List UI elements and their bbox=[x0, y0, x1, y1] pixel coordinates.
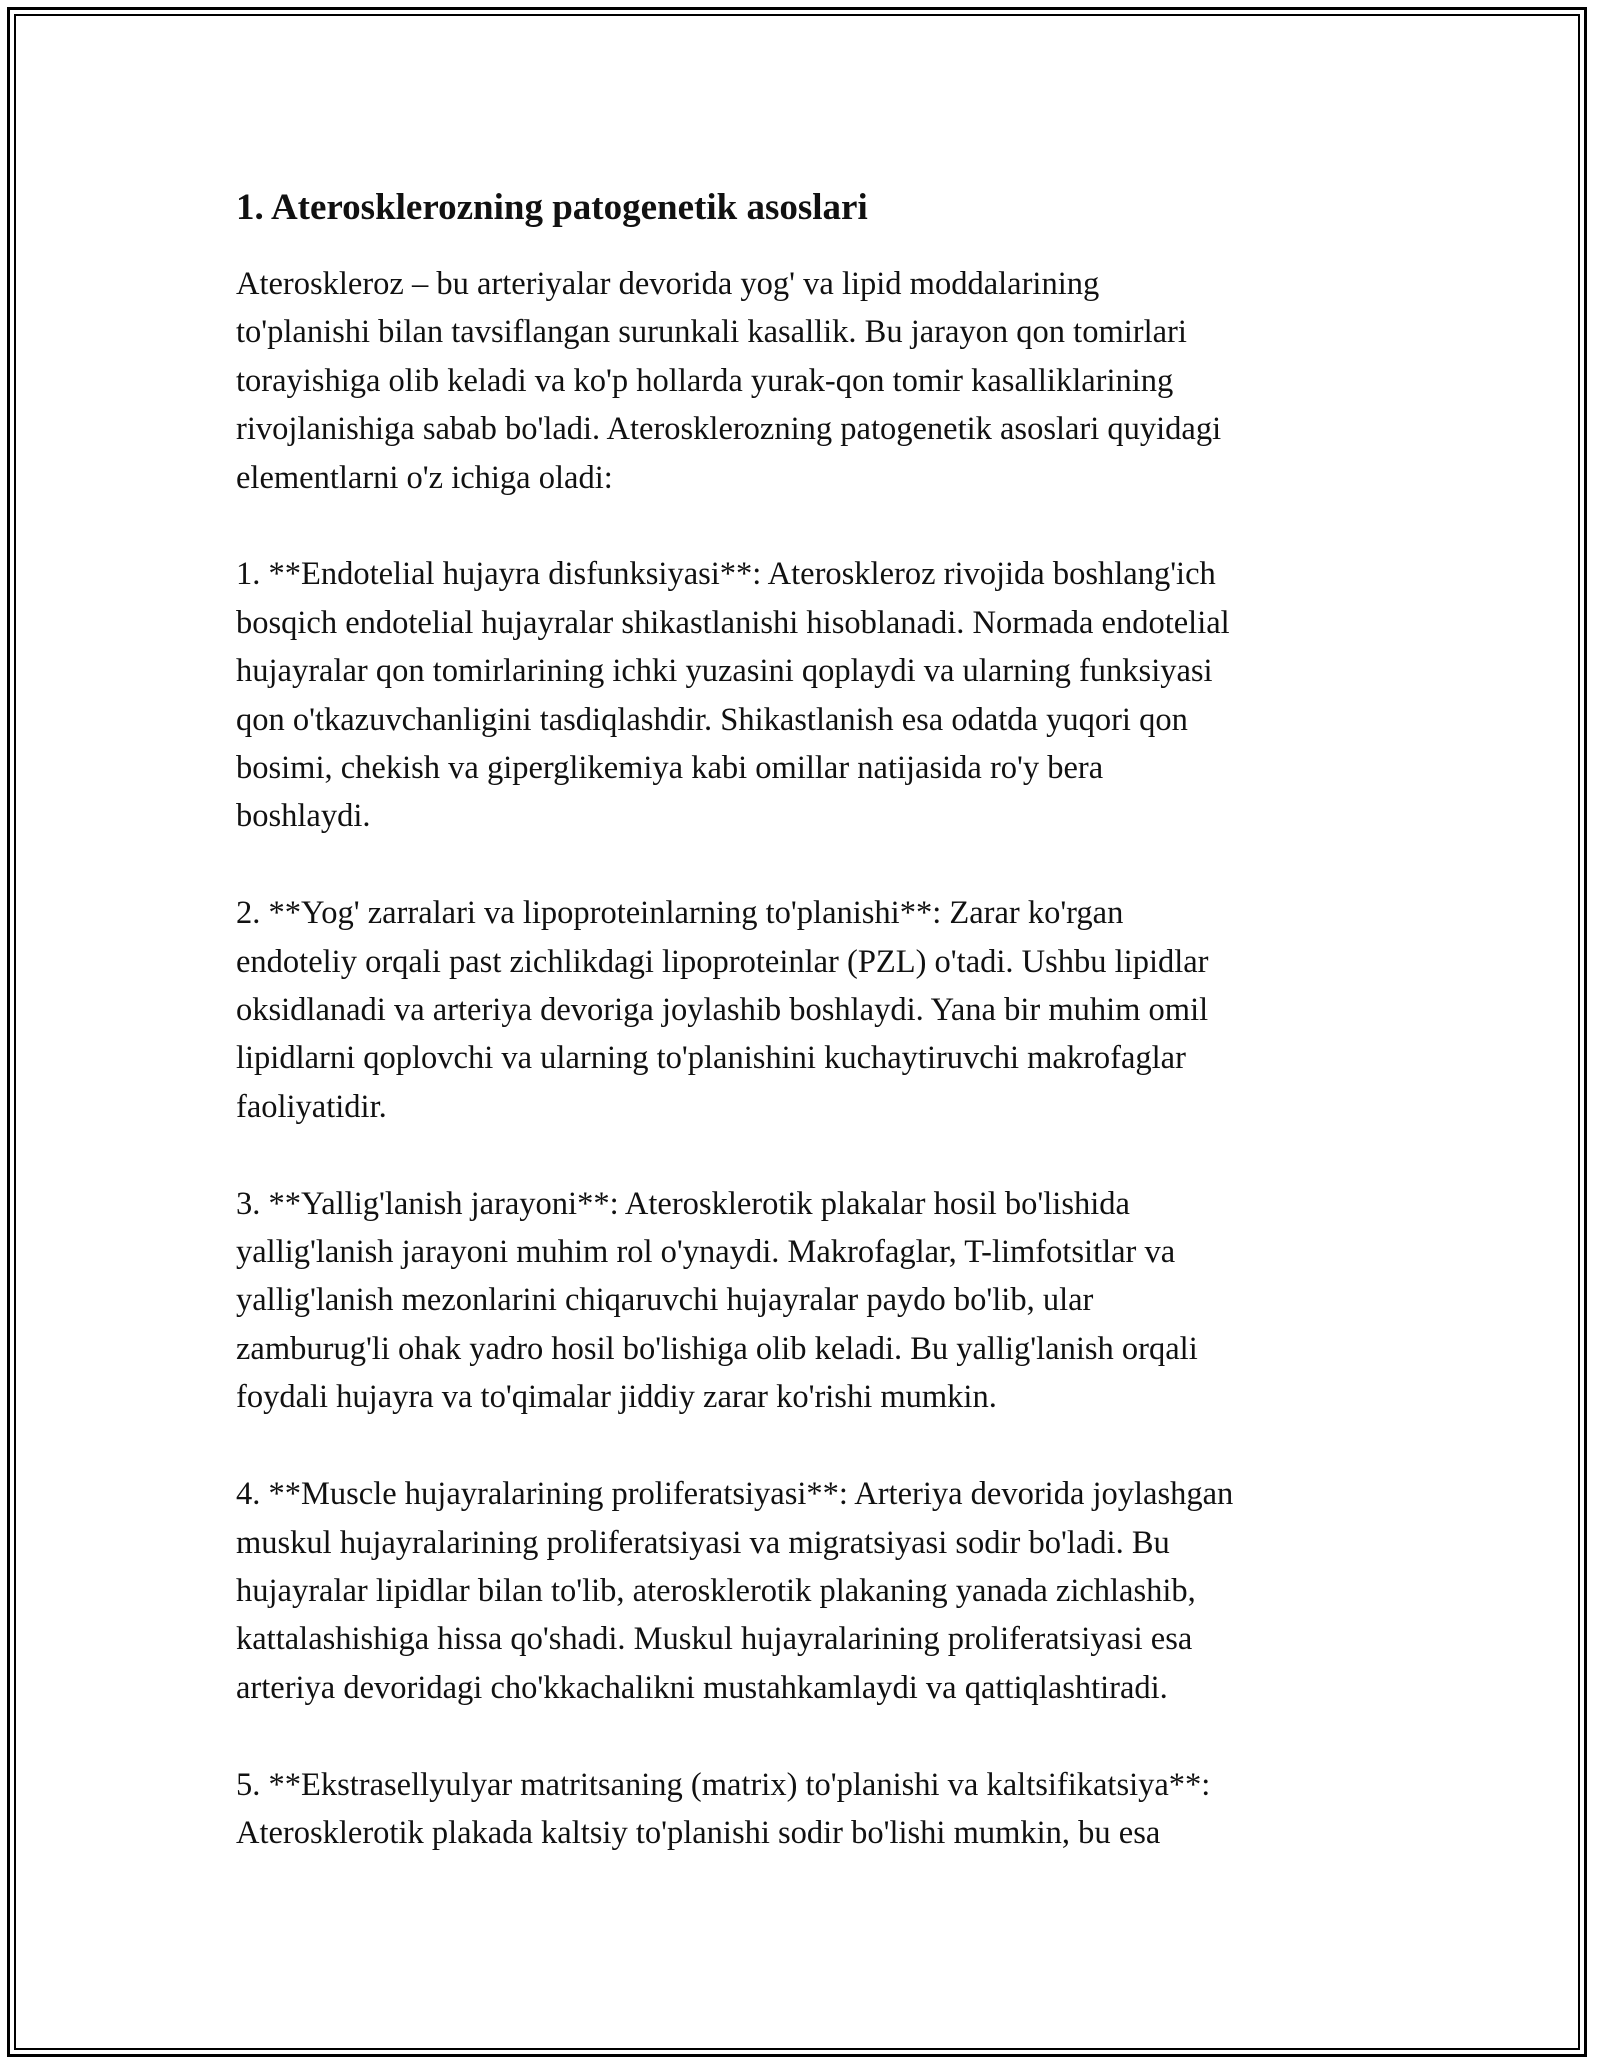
text-line: boshlaydi. bbox=[236, 798, 371, 835]
text-line: faoliyatidir. bbox=[236, 1088, 387, 1125]
text-line: torayishiga olib keladi va ko'p hollarda yurak-qon tomir kasalliklarining bbox=[236, 362, 1174, 399]
paragraph-3 bbox=[236, 889, 1376, 1131]
paragraph-4 bbox=[236, 1180, 1376, 1422]
paragraph-2 bbox=[236, 550, 1376, 840]
text-line: 1. **Endotelial hujayra disfunksiyasi**: Ateroskleroz rivojida boshlang'ich bbox=[236, 556, 1216, 593]
text-line: 5. **Ekstrasellyulyar matritsaning (matrix) to'planishi va kaltsifikatsiya**: bbox=[236, 1766, 1211, 1803]
document-title: 1. Aterosklerozning patogenetik asoslari bbox=[236, 187, 868, 228]
text-line: 4. **Muscle hujayralarining proliferatsiyasi**: Arteriya devorida joylashgan bbox=[236, 1476, 1234, 1513]
text-line: hujayralar lipidlar bilan to'lib, aterosklerotik plakaning yanada zichlashib, bbox=[236, 1572, 1196, 1609]
text-line: yallig'lanish mezonlarini chiqaruvchi hujayralar paydo bo'lib, ular bbox=[236, 1282, 1094, 1319]
text-line: bosimi, chekish va giperglikemiya kabi omillar natijasida ro'y bera bbox=[236, 750, 1104, 787]
text-line: elementlarni o'z ichiga oladi: bbox=[236, 459, 613, 496]
paragraph-list bbox=[236, 260, 1376, 1857]
text-line: hujayralar qon tomirlarining ichki yuzasini qoplaydi va ularning funksiyasi bbox=[236, 653, 1213, 690]
text-line: yallig'lanish jarayoni muhim rol o'ynaydi. Makrofaglar, T-limfotsitlar va bbox=[236, 1234, 1176, 1271]
paragraph-5 bbox=[236, 1470, 1376, 1712]
text-line: Aterosklerotik plakada kaltsiy to'planishi sodir bo'lishi mumkin, bu esa bbox=[236, 1814, 1161, 1851]
text-line: lipidlarni qoplovchi va ularning to'planishini kuchaytiruvchi makrofaglar bbox=[236, 1040, 1186, 1077]
text-line: to'planishi bilan tavsiflangan surunkali kasallik. Bu jarayon qon tomirlari bbox=[236, 314, 1187, 351]
text-line: oksidlanadi va arteriya devoriga joylashib boshlaydi. Yana bir muhim omil bbox=[236, 992, 1209, 1029]
text-line: zamburug'li ohak yadro hosil bo'lishiga olib keladi. Bu yallig'lanish orqali bbox=[236, 1330, 1198, 1367]
text-line: kattalashishiga hissa qo'shadi. Muskul hujayralarining proliferatsiyasi esa bbox=[236, 1621, 1193, 1658]
text-line: 2. **Yog' zarralari va lipoproteinlarning to'planishi**: Zarar ko'rgan bbox=[236, 895, 1124, 932]
text-line: qon o'tkazuvchanligini tasdiqlashdir. Shikastlanish esa odatda yuqori qon bbox=[236, 701, 1188, 738]
text-line: endoteliy orqali past zichlikdagi lipoproteinlar (PZL) o'tadi. Ushbu lipidlar bbox=[236, 943, 1209, 980]
text-line: rivojlanishiga sabab bo'ladi. Aterosklerozning patogenetik asoslari quyidagi bbox=[236, 411, 1222, 448]
paragraph-1 bbox=[236, 260, 1376, 502]
text-line: arteriya devoridagi cho'kkachalikni mustahkamlaydi va qattiqlashtiradi. bbox=[236, 1669, 1168, 1706]
text-line: Ateroskleroz – bu arteriyalar devorida yog' va lipid moddalarining bbox=[236, 266, 1100, 302]
paragraph-6 bbox=[236, 1761, 1376, 1858]
text-line: bosqich endotelial hujayralar shikastlanishi hisoblanadi. Normada endotelial bbox=[236, 604, 1230, 641]
text-line: foydali hujayra va to'qimalar jiddiy zarar ko'rishi mumkin. bbox=[236, 1379, 997, 1416]
text-line: 3. **Yallig'lanish jarayoni**: Aterosklerotik plakalar hosil bo'lishida bbox=[236, 1185, 1130, 1222]
document-body bbox=[236, 186, 1376, 1906]
text-line: muskul hujayralarining proliferatsiyasi va migratsiyasi sodir bo'ladi. Bu bbox=[236, 1524, 1170, 1561]
